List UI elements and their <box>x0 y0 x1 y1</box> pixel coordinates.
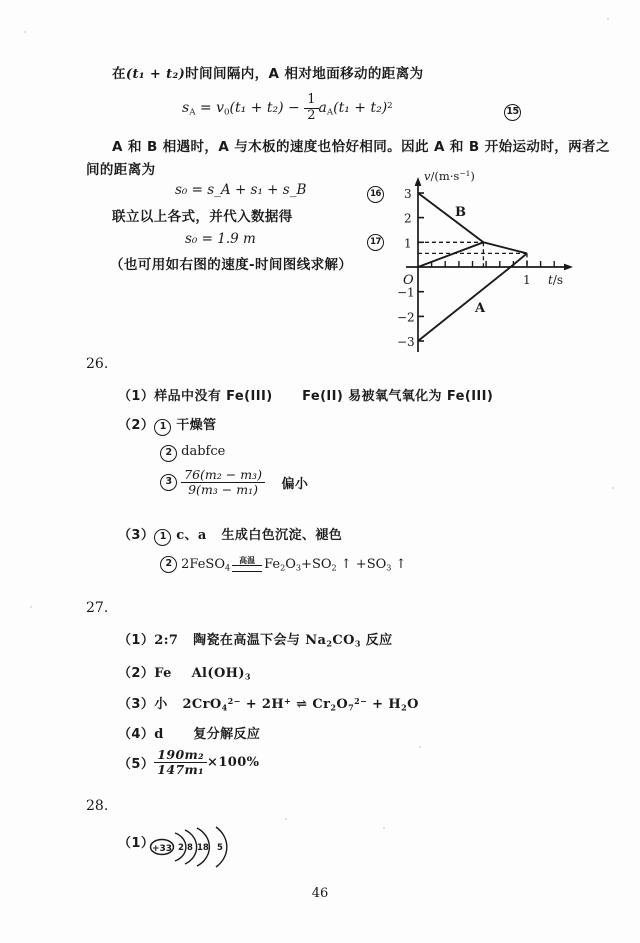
q26-part3-label: （3） <box>118 528 155 543</box>
circled-number-1: 1 <box>154 419 171 436</box>
eq15-lhs: s <box>182 100 190 117</box>
reaction-double-bar <box>232 565 262 572</box>
physics-line4-note: （也可用如右图的速度-时间图线求解） <box>110 257 353 273</box>
eq15-v-sub: 0 <box>224 107 230 118</box>
scan-speckle <box>419 746 421 748</box>
q27-part4-label: （4） <box>118 727 155 742</box>
q27-fraction-numerator: 190m₂ <box>154 748 207 763</box>
reaction-arrow-icon <box>232 557 262 572</box>
q28-part1-label: （1） <box>118 836 155 851</box>
scan-speckle <box>607 18 609 20</box>
x-tick-label-1: 1 <box>523 273 531 287</box>
q26-part2-item1-text: 干燥管 <box>176 418 217 433</box>
q26-reaction-right: $Fe_2O_3+SO_2$ ↑ $+SO_3$ ↑ <box>264 557 407 573</box>
scan-speckle <box>30 606 32 608</box>
shell-count-3: 18 <box>197 843 209 853</box>
physics-intro-line <box>112 62 424 82</box>
eq15-group2: (t₁ + t₂) <box>333 100 388 117</box>
q27-part3-answer-a: 小 <box>154 697 168 712</box>
q27-fraction-denominator: 147m₁ <box>157 762 205 777</box>
q26-part2-item2-text: dabfce <box>181 444 226 459</box>
equation-15-tag <box>504 99 521 121</box>
x-axis-arrow <box>564 264 573 271</box>
scan-speckle <box>285 818 287 820</box>
circled-number-2: 2 <box>160 445 177 462</box>
physics-intro-interval: (t₁ + t₂) <box>125 67 186 82</box>
circled-number-1: 1 <box>154 529 171 546</box>
q27-part4-answer-b: 复分解反应 <box>193 727 261 742</box>
atomic-structure-diagram <box>148 826 244 876</box>
q27-formula-na2co3: $Na_2CO_3$ <box>305 633 361 649</box>
q27-part4-answer-a: d <box>154 727 164 742</box>
q27-part1-label: （1） <box>118 633 155 648</box>
y-tick-label-neg2: −2 <box>397 310 415 325</box>
q26-part1-answer-b: Fe(II) 易被氧气氧化为 Fe(III) <box>302 389 494 404</box>
eq15-minus: − <box>288 100 300 117</box>
q27-part5-fraction <box>154 748 207 777</box>
y-tick-label-neg1: −1 <box>397 285 415 300</box>
shell-count-4: 5 <box>217 843 223 853</box>
q27-part2-answer-a: Fe <box>154 666 172 681</box>
y-tick-label-neg3: −3 <box>397 335 415 349</box>
scan-speckle <box>24 31 26 33</box>
question-27-number: 27. <box>86 600 109 616</box>
q27-part3 <box>118 693 419 712</box>
eq15-half-den: 2 <box>307 107 316 123</box>
equation-17: s₀ = 1.9 m <box>185 231 256 247</box>
x-axis-label: t/s <box>548 273 564 287</box>
q26-part2-item3 <box>160 468 308 497</box>
q26-part2-label: （2） <box>118 418 155 433</box>
q27-part2-answer-b: $Al(OH)_3$ <box>191 666 251 682</box>
eq15-power: 2 <box>387 100 393 111</box>
equation-16-tag <box>367 181 384 203</box>
q27-part5 <box>118 748 259 777</box>
eq15-half-fraction <box>304 93 318 123</box>
physics-line3: 联立以上各式，并代入数据得 <box>112 209 293 225</box>
shell-count-2: 8 <box>187 843 193 853</box>
eq15-a-sub: A <box>326 107 334 118</box>
q26-part1-answer-a: 样品中没有 Fe(III) <box>154 389 273 404</box>
q26-fraction-denominator: 9(m₃ − m₁) <box>188 482 258 497</box>
eq15-lhs-sub: A <box>189 107 196 118</box>
eq15-equals: = <box>199 100 212 117</box>
equation-15 <box>182 93 393 123</box>
question-26-number: 26. <box>86 356 109 372</box>
circled-number-3: 3 <box>160 474 177 491</box>
q26-part2-item3-fraction <box>181 468 265 497</box>
circled-number-17: 17 <box>367 234 384 251</box>
physics-paragraph2-line2: 间的距离为 <box>86 162 156 178</box>
curve-label-a: A <box>475 301 486 316</box>
q26-fraction-numerator: 76(m₂ − m₃) <box>181 468 265 483</box>
velocity-time-graph <box>392 166 584 354</box>
q26-part2-item2 <box>160 444 225 462</box>
y-tick-label-2: 2 <box>404 211 412 226</box>
eq15-a: a <box>318 100 327 117</box>
y-axis-arrow <box>415 177 422 186</box>
q26-part2-item3-note: 偏小 <box>281 477 309 492</box>
q27-part3-label: （3） <box>118 697 155 712</box>
eq15-group1: (t₁ + t₂) <box>229 100 284 117</box>
y-axis-label: $v/(m\cdot s^{-1})$ <box>424 169 475 183</box>
q26-part3-item1-text-a: c、a <box>176 528 207 543</box>
reaction-condition-label: 高温 <box>239 556 256 565</box>
q26-part2-item1 <box>118 414 216 436</box>
q26-part3-item2 <box>160 556 406 573</box>
curve-label-b: B <box>455 205 466 220</box>
origin-label: O <box>403 273 414 288</box>
q26-reaction-left: 2FeSO$_4$ <box>181 557 231 573</box>
circled-number-15: 15 <box>504 104 521 121</box>
q27-part5-suffix: ×100% <box>207 755 260 770</box>
q26-part1 <box>118 385 493 404</box>
q26-part3-item1-text-b: 生成白色沉淀、褪色 <box>221 528 343 543</box>
series-line-b <box>418 193 527 253</box>
eq15-v: v <box>216 100 225 117</box>
q26-part3-item1 <box>118 524 342 546</box>
scan-speckle <box>612 487 614 489</box>
atomic-structure-svg <box>148 826 244 872</box>
q27-part1 <box>118 629 393 648</box>
shell-count-1: 2 <box>178 843 184 853</box>
q27-part2 <box>118 662 251 681</box>
y-tick-label-3: 3 <box>404 187 412 201</box>
physics-intro-suffix: 时间间隔内，A 相对地面移动的距离为 <box>185 66 424 82</box>
q27-part4 <box>118 723 260 742</box>
y-tick-label-1: 1 <box>404 236 412 251</box>
q27-part3-equation: 2CrO$_4^{2-}$ + 2H+ ⇌ $Cr_2O_7^{2-} + H_2O$ <box>182 696 419 713</box>
velocity-time-graph-svg <box>392 166 584 354</box>
physics-intro-prefix: 在 <box>112 66 126 82</box>
eq15-half-num: 1 <box>304 93 318 109</box>
q27-part1-ratio: 2:7 <box>154 633 179 648</box>
q27-part2-label: （2） <box>118 666 155 681</box>
physics-paragraph2-line1: A 和 B 相遇时，A 与木板的速度也恰好相同。因此 A 和 B 开始运动时，两者之 <box>112 139 610 155</box>
q27-part1-text: 陶瓷在高温下会与 $Na_2CO_3$ 反应 <box>193 633 393 649</box>
nucleus-charge-label: +33 <box>151 844 173 854</box>
circled-number-2: 2 <box>160 556 177 573</box>
equation-16: s₀ = s_A + s₁ + s_B <box>175 182 307 198</box>
q26-part1-gap <box>273 389 303 404</box>
scan-speckle <box>383 827 385 829</box>
series-line-board <box>418 242 483 267</box>
equation-17-tag <box>367 229 384 251</box>
page-number: 46 <box>311 886 329 901</box>
circled-number-16: 16 <box>367 186 384 203</box>
q26-part1-label: （1） <box>118 389 155 404</box>
question-28-number: 28. <box>86 798 109 814</box>
q27-part5-label: （5） <box>118 757 155 772</box>
